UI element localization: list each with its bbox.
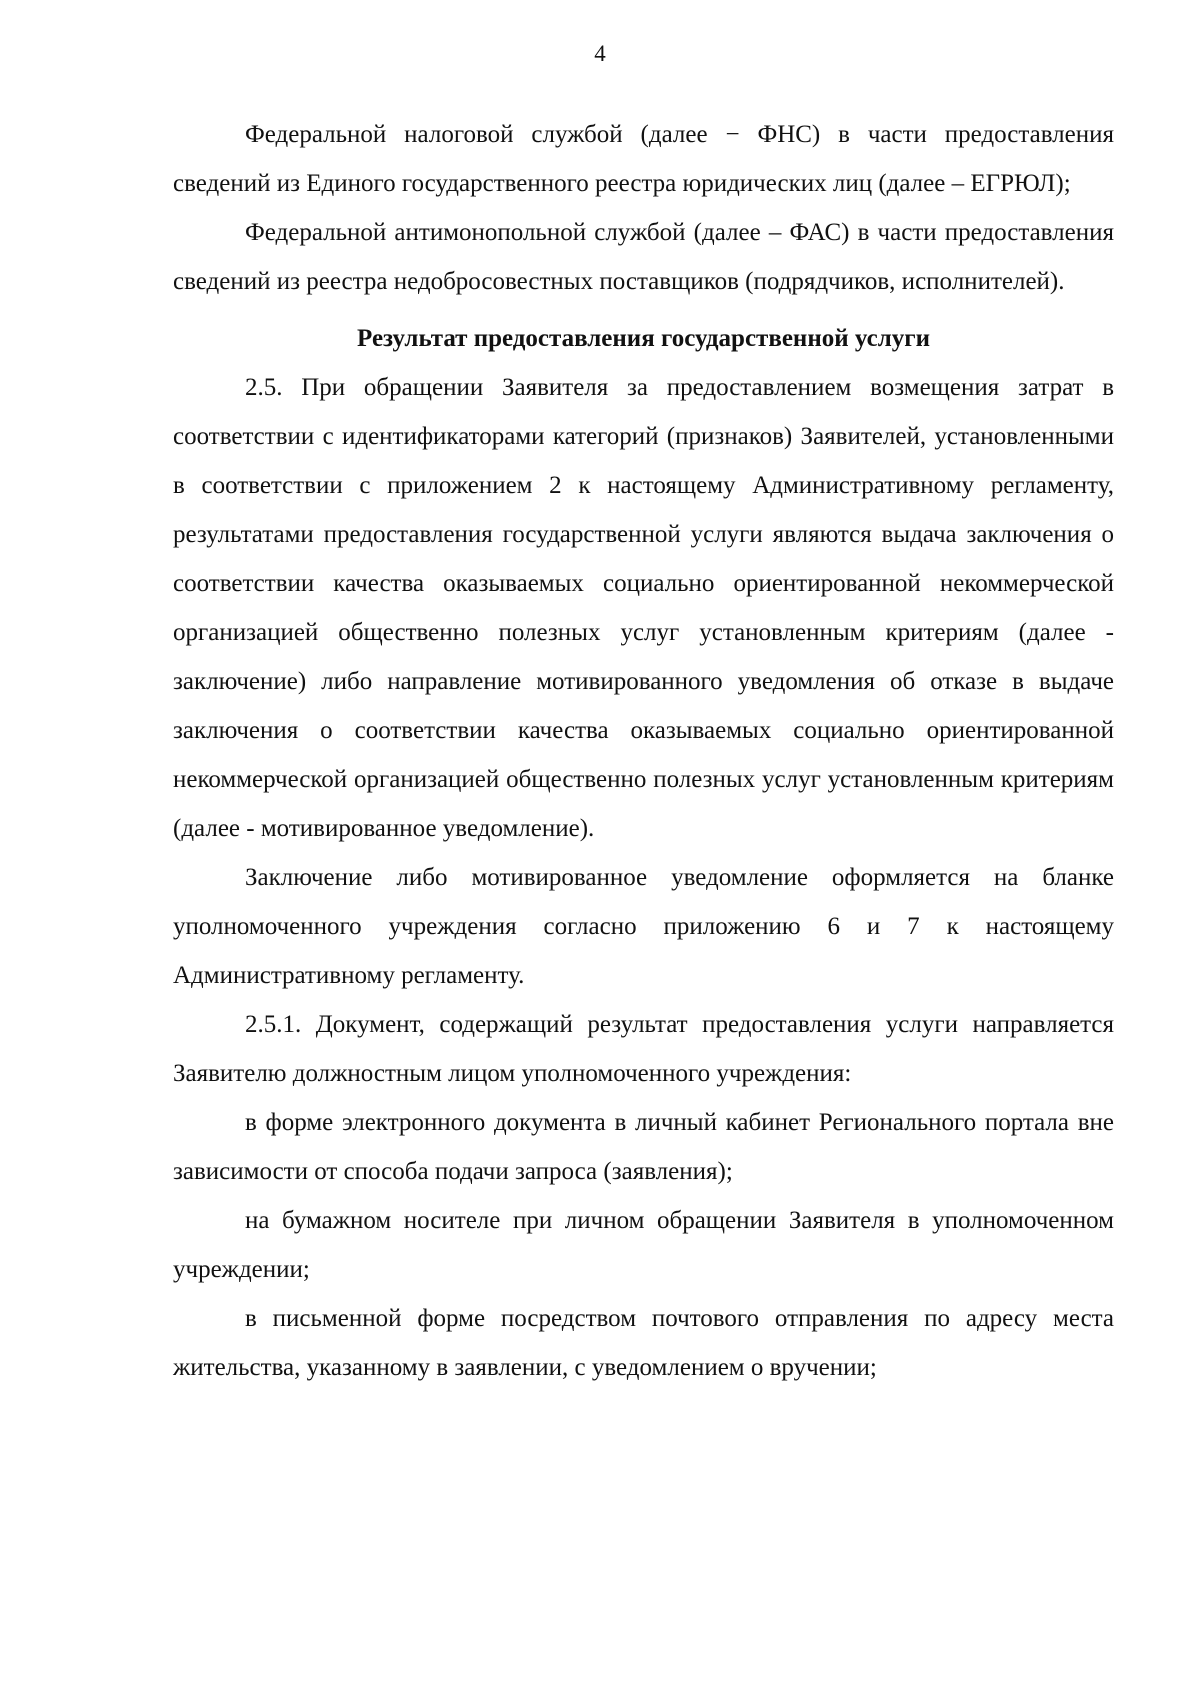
paragraph-postal-form: в письменной форме посредством почтового отправления по адресу места жительства, указанному в заявлении, с уведомлением о вручении;	[173, 1305, 1114, 1381]
paragraph-fns: Федеральной налоговой службой (далее − ФНС) в части предоставления сведений из Единого государственного реестра юридических лиц (далее – ЕГРЮЛ);	[173, 121, 1114, 197]
paragraph-paper-form: на бумажном носителе при личном обращении Заявителя в уполномоченном учреждении;	[173, 1207, 1114, 1283]
paragraph-electronic-form: в форме электронного документа в личный кабинет Регионального портала вне зависимости от способа подачи запроса (заявления);	[173, 1109, 1114, 1185]
document-body	[173, 110, 1114, 1392]
paragraph-2-5-1: 2.5.1. Документ, содержащий результат предоставления услуги направляется Заявителю должностным лицом уполномоченного учреждения:	[173, 1011, 1114, 1087]
section-heading: Результат предоставления государственной услуги	[357, 325, 930, 352]
page-number: 4	[594, 41, 606, 66]
paragraph-conclusion-form: Заключение либо мотивированное уведомление оформляется на бланке уполномоченного учреждения согласно приложению 6 и 7 к настоящему Административному регламенту.	[173, 864, 1114, 989]
paragraph-2-5: 2.5. При обращении Заявителя за предоставлением возмещения затрат в соответствии с идентификаторами категорий (признаков) Заявителей, установленными в соответствии с приложением 2 к настоящему Административному регламенту, результатами предоставления государственной услуги являются выдача заключения о соответствии качества оказываемых социально ориентированной некоммерческой организацией общественно полезных услуг установленным критериям (далее - заключение) либо направление мотивированного уведомления об отказе в выдаче заключения о соответствии качества оказываемых социально ориентированной некоммерческой организацией общественно полезных услуг установленным критериям (далее - мотивированное уведомление).	[173, 374, 1114, 842]
paragraph-fas: Федеральной антимонопольной службой (далее – ФАС) в части предоставления сведений из реестра недобросовестных поставщиков (подрядчиков, исполнителей).	[173, 219, 1114, 295]
